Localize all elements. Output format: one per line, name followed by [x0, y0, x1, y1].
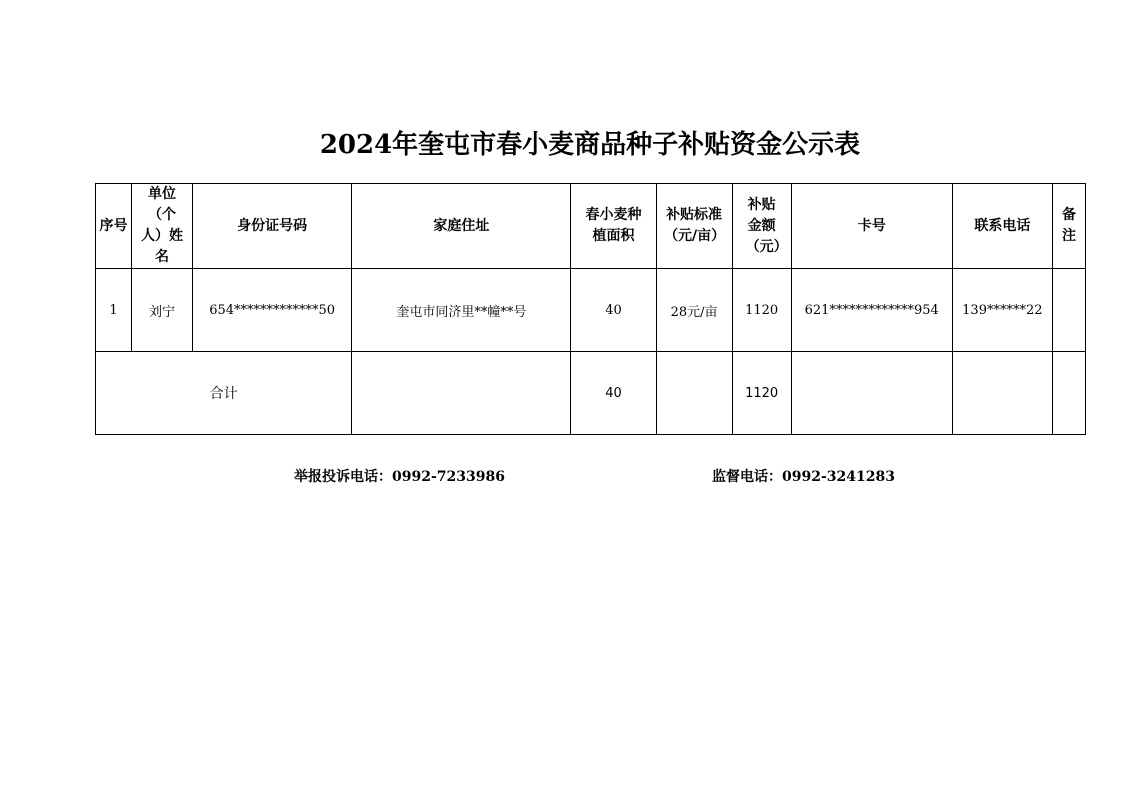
total-area: 40 [571, 352, 656, 435]
header-area: 春小麦种植面积 [571, 184, 656, 269]
header-phone: 联系电话 [952, 184, 1052, 269]
cell-phone: 139******22 [952, 269, 1052, 352]
header-address: 家庭住址 [352, 184, 571, 269]
header-unit-name: 单位（个人）姓名 [132, 184, 193, 269]
header-seq: 序号 [96, 184, 132, 269]
header-standard: 补贴标准（元/亩） [656, 184, 732, 269]
table-total-row [96, 352, 1086, 435]
document-title: 2024年奎屯市春小麦商品种子补贴资金公示表 [319, 130, 861, 160]
cell-seq: 1 [96, 269, 132, 352]
total-standard [656, 352, 732, 435]
table-row [96, 269, 1086, 352]
cell-address: 奎屯市同济里**幢**号 [352, 269, 571, 352]
header-remark: 备注 [1052, 184, 1085, 269]
total-card [791, 352, 952, 435]
cell-area: 40 [571, 269, 656, 352]
header-card: 卡号 [791, 184, 952, 269]
total-label: 合计 [96, 352, 352, 435]
cell-standard: 28元/亩 [656, 269, 732, 352]
cell-name: 刘宁 [132, 269, 193, 352]
table-header-row [96, 184, 1086, 269]
cell-id-number: 654*************50 [193, 269, 352, 352]
total-address [352, 352, 571, 435]
cell-card: 621*************954 [791, 269, 952, 352]
total-phone [952, 352, 1052, 435]
supervision-phone: 监督电话：0992-3241283 [712, 469, 895, 485]
total-amount: 1120 [732, 352, 791, 435]
total-remark [1052, 352, 1085, 435]
subsidy-table [95, 183, 1086, 435]
cell-remark [1052, 269, 1085, 352]
cell-amount: 1120 [732, 269, 791, 352]
header-amount: 补贴金额（元） [732, 184, 791, 269]
header-id-number: 身份证号码 [193, 184, 352, 269]
complaint-phone: 举报投诉电话：0992-7233986 [294, 469, 505, 485]
